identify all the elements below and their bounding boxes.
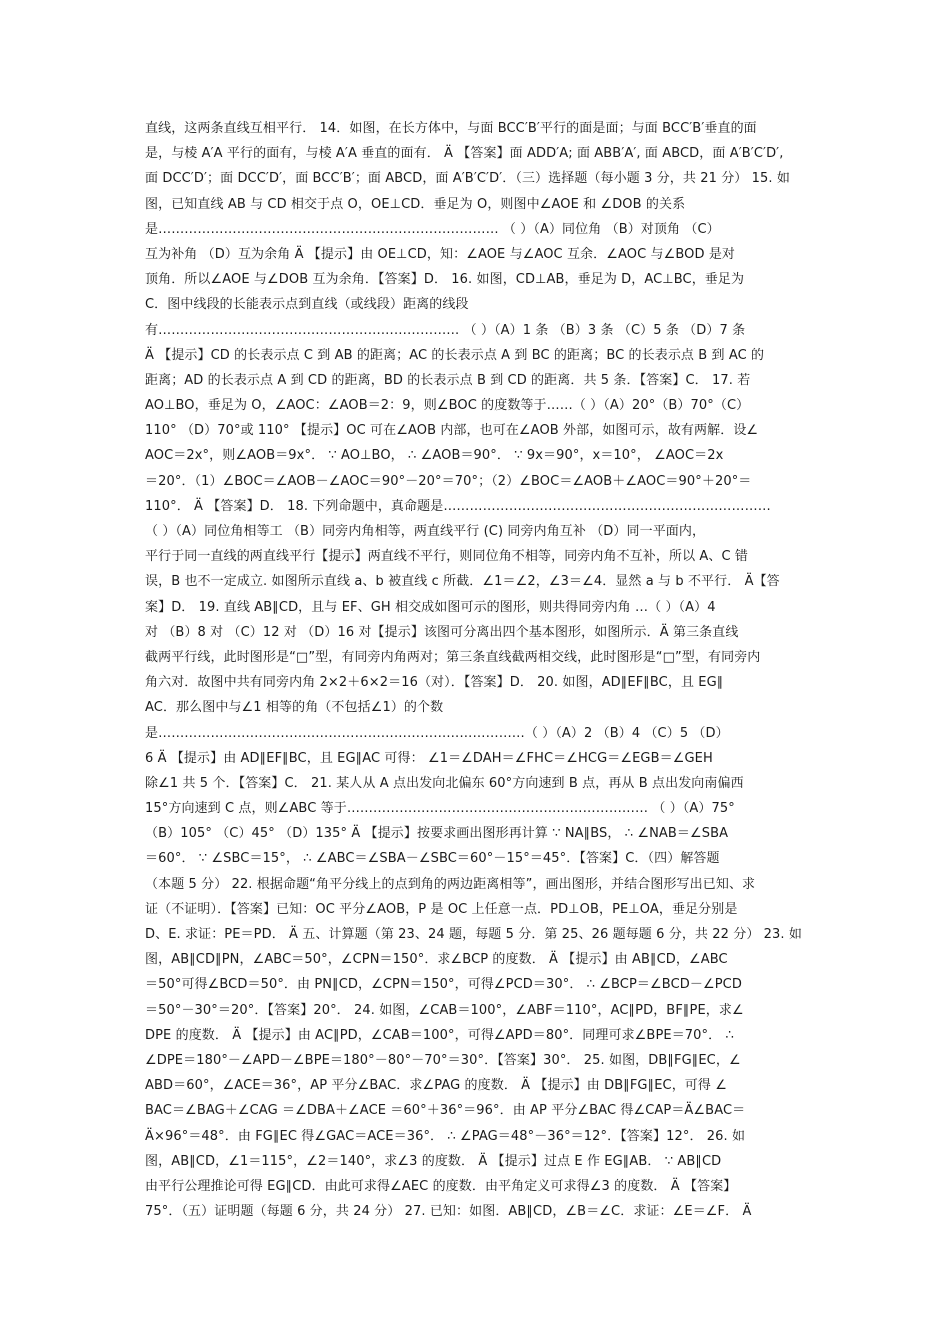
text-line: 是…………………………………………………………………………（ ）（A）2 （B）4 （C）5 （D） bbox=[145, 725, 729, 741]
text-line: AOC＝2x°，则∠AOB＝9x°． ∵ AO⊥BO， ∴ ∠AOB＝90°． ∵ 9x＝90°，x＝10°， ∠AOC＝2x bbox=[145, 448, 724, 464]
text-line: 案】D． 19. 直线 AB∥CD，且与 EF、GH 相交成如图可示的图形，则共得同旁内角 …（ ）（A）4 bbox=[145, 599, 716, 615]
text-line: 证（不证明）．【答案】已知：OC 平分∠AOB，P 是 OC 上任意一点．PD⊥OB，PE⊥OA，垂足分别是 bbox=[145, 901, 738, 917]
text-line: BAC＝∠BAG＋∠CAG ＝∠DBA＋∠ACE ＝60°＋36°＝96°．由 AP 平分∠BAC 得∠CAP＝Ä∠BAC＝ bbox=[145, 1103, 746, 1119]
text-line: ABD＝60°，∠ACE＝36°，AP 平分∠BAC．求∠PAG 的度数． Ä 【提示】由 DB∥FG∥EC，可得 ∠ bbox=[145, 1078, 727, 1094]
text-line: ＝60°． ∵ ∠SBC＝15°， ∴ ∠ABC＝∠SBA－∠SBC＝60°－15°＝45°．【答案】C．（四）解答题 bbox=[145, 851, 720, 867]
text-line: C．图中线段的长能表示点到直线（或线段）距离的线段 bbox=[145, 297, 469, 313]
text-line: 除∠1 共 5 个．【答案】C． 21. 某人从 A 点出发向北偏东 60°方向速到 B 点，再从 B 点出发向南偏西 bbox=[145, 775, 744, 791]
document-body bbox=[145, 116, 825, 1224]
text-line: 平行于同一直线的两直线平行【提示】两直线不平行，则同位角不相等，同旁内角不互补，所以 A、C 错 bbox=[145, 549, 749, 565]
text-line: 是…………………………………………………………………… （ ）（A）同位角 （B）对顶角 （C） bbox=[145, 221, 720, 237]
text-line: 图，AB∥CD，∠1＝115°，∠2＝140°，求∠3 的度数． Ä 【提示】过点 E 作 EG∥AB． ∵ AB∥CD bbox=[145, 1153, 722, 1169]
text-line: AC．那么图中与∠1 相等的角（不包括∠1）的个数 bbox=[145, 700, 444, 716]
text-line: 截两平行线，此时图形是“□”型，有同旁内角两对；第三条直线截两相交线，此时图形是“□”型，有同旁内 bbox=[145, 649, 761, 665]
text-line: 110° （D）70°或 110° 【提示】OC 可在∠AOB 内部，也可在∠AOB 外部，如图可示，故有两解．设∠ bbox=[145, 423, 759, 439]
text-line: 误，B 也不一定成立. 如图所示直线 a、b 被直线 c 所截．∠1＝∠2，∠3＝∠4．显然 a 与 b 不平行． Ä【答 bbox=[145, 574, 780, 590]
text-line: 15°方向速到 C 点，则∠ABC 等于…………………………………………………………… （ ）（A）75° bbox=[145, 801, 735, 817]
text-line: 6 Ä 【提示】由 AD∥EF∥BC，且 EG∥AC 可得： ∠1＝∠DAH＝∠FHC＝∠HCG＝∠EGB＝∠GEH bbox=[145, 750, 713, 766]
text-line: 角六对．故图中共有同旁内角 2×2＋6×2＝16（对）．【答案】D． 20. 如图，AD∥EF∥BC，且 EG∥ bbox=[145, 675, 724, 691]
text-line: （ ）（A）同位角相等工 （B）同旁内角相等，两直线平行 (C) 同旁内角互补 （D）同一平面内， bbox=[145, 524, 706, 539]
text-line: 距离；AD 的长表示点 A 到 CD 的距离，BD 的长表示点 B 到 CD 的距离．共 5 条．【答案】C． 17. 若 bbox=[145, 372, 751, 388]
text-line: 面 DCC′D′；面 DCC′D′，面 BCC′B′；面 ABCD，面 A′B′C′D′．（三）选择题（每小题 3 分，共 21 分） 15. 如 bbox=[145, 171, 790, 187]
text-line: 是，与棱 A′A 平行的面有，与棱 A′A 垂直的面有． Ä 【答案】面 ADD′A; 面 ABB′A′, 面 ABCD，面 A′B′C′D′, bbox=[145, 146, 784, 162]
text-line: 互为补角 （D）互为余角 Ä 【提示】由 OE⊥CD，知：∠AOE 与∠AOC 互余．∠AOC 与∠BOD 是对 bbox=[145, 246, 736, 262]
text-line: 110°． Ä 【答案】D． 18. 下列命题中，真命题是………………………………………………………………… bbox=[145, 498, 771, 514]
text-line: ＝50°可得∠BCD＝50°．由 PN∥CD，∠CPN＝150°，可得∠PCD＝30°． ∴ ∠BCP＝∠BCD－∠PCD bbox=[145, 977, 742, 993]
text-line: Ä×96°＝48°．由 FG∥EC 得∠GAC＝ACE＝36°． ∴ ∠PAG＝48°－36°＝12°．【答案】12°． 26. 如 bbox=[145, 1128, 746, 1144]
text-line: ＝50°－30°＝20°．【答案】20°． 24. 如图，∠CAB＝100°，∠ABF＝110°，AC∥PD，BF∥PE，求∠ bbox=[145, 1002, 744, 1018]
text-line: 75°．（五）证明题（每题 6 分，共 24 分） 27. 已知：如图．AB∥CD，∠B＝∠C．求证：∠E＝∠F． Ä bbox=[145, 1204, 752, 1220]
text-line: DPE 的度数． Ä 【提示】由 AC∥PD，∠CAB＝100°，可得∠APD＝80°．同理可求∠BPE＝70°． ∴ bbox=[145, 1027, 734, 1043]
text-line: 对 （B）8 对 （C）12 对 （D）16 对【提示】该图可分离出四个基本图形，如图所示．Ä 第三条直线 bbox=[145, 624, 739, 640]
text-line: ∠DPE＝180°－∠APD－∠BPE＝180°－80°－70°＝30°．【答案】30°． 25. 如图，DB∥FG∥EC，∠ bbox=[145, 1052, 741, 1068]
text-line: 图，AB∥CD∥PN，∠ABC＝50°，∠CPN＝150°．求∠BCP 的度数． Ä 【提示】由 AB∥CD，∠ABC bbox=[145, 952, 728, 968]
text-line: （本题 5 分） 22. 根据命题“角平分线上的点到角的两边距离相等”，画出图形，并结合图形写出已知、求 bbox=[145, 876, 756, 892]
text-line: 顶角．所以∠AOE 与∠DOB 互为余角．【答案】D． 16. 如图，CD⊥AB，垂足为 D，AC⊥BC，垂足为 bbox=[145, 272, 745, 288]
text-line: （B）105° （C）45° （D）135° Ä 【提示】按要求画出图形再计算 ∵ NA∥BS， ∴ ∠NAB＝∠SBA bbox=[145, 826, 729, 842]
text-line: 由平行公理推论可得 EG∥CD．由此可求得∠AEC 的度数．由平角定义可求得∠3 的度数． Ä 【答案】 bbox=[145, 1178, 737, 1194]
text-line: D、E. 求证：PE＝PD． Ä 五、计算题（第 23、24 题，每题 5 分．第 25、26 题每题 6 分，共 22 分） 23. 如 bbox=[145, 927, 802, 942]
text-line: AO⊥BO，垂足为 O，∠AOC：∠AOB＝2：9，则∠BOC 的度数等于……（ ）（A）20°（B）70°（C） bbox=[145, 398, 750, 414]
text-line: 图，已知直线 AB 与 CD 相交于点 O，OE⊥CD．垂足为 O，则图中∠AOE 和 ∠DOB 的关系 bbox=[145, 196, 686, 212]
text-line: ＝20°．（1）∠BOC＝∠AOB－∠AOC＝90°－20°＝70°；（2）∠BOC＝∠AOB＋∠AOC＝90°＋20°＝ bbox=[145, 473, 752, 489]
text-line: 有…………………………………………………………… （ ）（A）1 条 （B）3 条 （C）5 条 （D）7 条 bbox=[145, 322, 746, 338]
text-line: Ä 【提示】CD 的长表示点 C 到 AB 的距离；AC 的长表示点 A 到 BC 的距离；BC 的长表示点 B 到 AC 的 bbox=[145, 347, 765, 363]
text-line: 直线，这两条直线互相平行． 14．如图，在长方体中，与面 BCC′B′平行的面是面；与面 BCC′B′垂直的面 bbox=[145, 121, 757, 136]
